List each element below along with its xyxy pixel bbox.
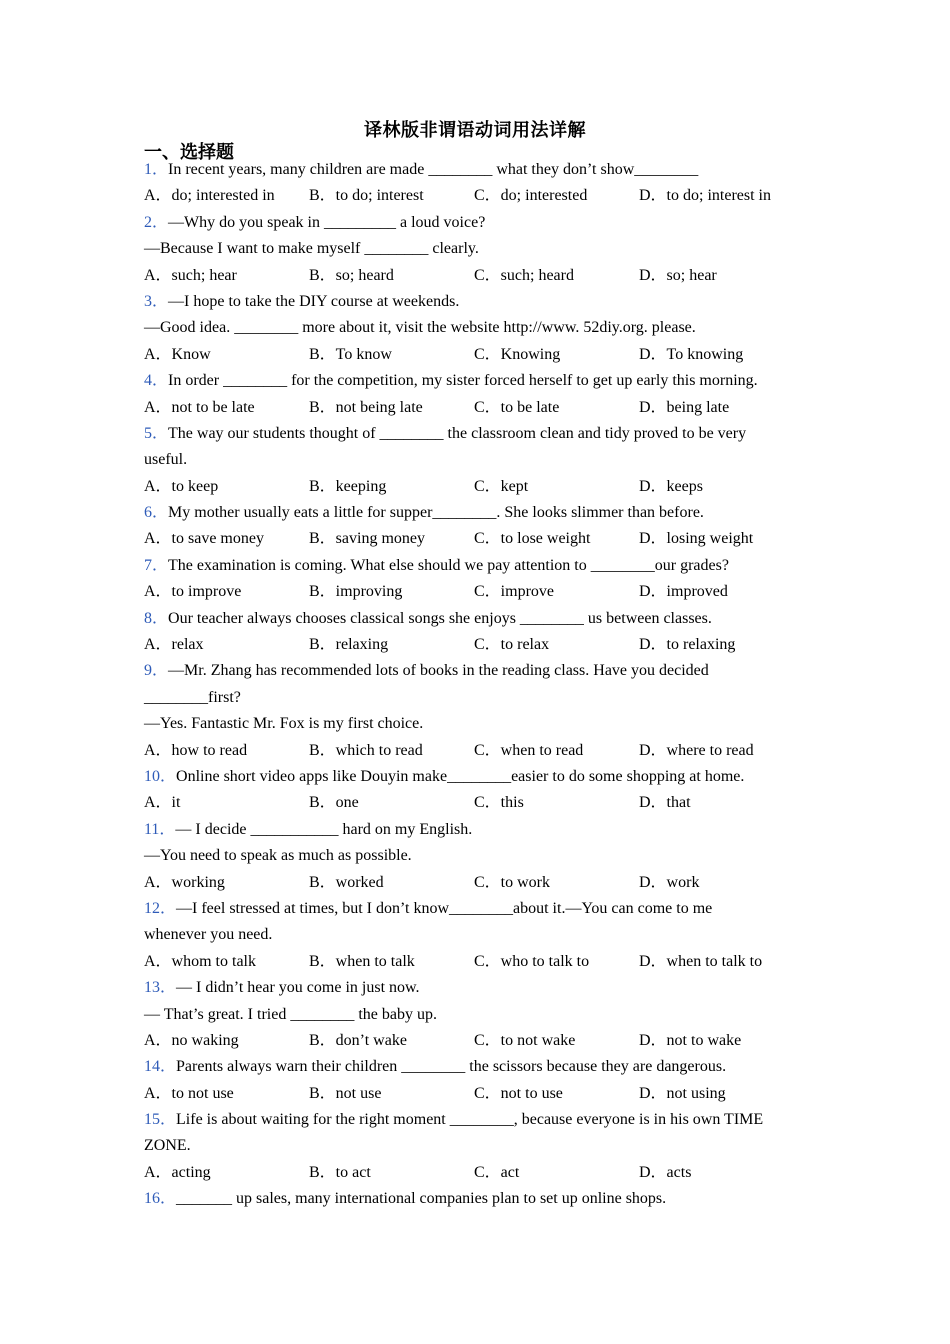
answer-option: B．one bbox=[309, 794, 359, 812]
answer-option: D．being late bbox=[639, 398, 730, 416]
answer-option: A．such; hear bbox=[144, 266, 237, 284]
question-line bbox=[144, 368, 804, 394]
answer-option: A．relax bbox=[144, 636, 204, 654]
answer-option: A．acting bbox=[144, 1163, 211, 1181]
question-text: Parents always warn their children ________ the scissors because they are dangerous. bbox=[176, 1058, 727, 1076]
question-text: My mother usually eats a little for supper________. She looks slimmer than before. bbox=[168, 504, 704, 522]
question-line bbox=[144, 553, 804, 579]
question-number: 13． bbox=[144, 979, 177, 997]
answer-option: D．where to read bbox=[639, 741, 754, 759]
answer-option: B．when to talk bbox=[309, 952, 415, 970]
question-text: —Why do you speak in _________ a loud voice? bbox=[168, 213, 486, 231]
answer-option: C．to not wake bbox=[474, 1031, 576, 1049]
question-line bbox=[144, 421, 804, 447]
answer-option: D．so; hear bbox=[639, 266, 717, 284]
answer-option: C．who to talk to bbox=[474, 952, 590, 970]
answer-option: A．to keep bbox=[144, 477, 219, 495]
question-text: Life is about waiting for the right moment ________, because everyone is in his own TIME bbox=[176, 1111, 764, 1129]
answer-option: A．to save money bbox=[144, 530, 264, 548]
question-text: _______ up sales, many international companies plan to set up online shops. bbox=[176, 1190, 667, 1208]
answer-option: C．when to read bbox=[474, 741, 584, 759]
question-text: —I feel stressed at times, but I don’t know________about it.—You can come to me bbox=[176, 899, 713, 917]
answer-option: D．to relaxing bbox=[639, 636, 736, 654]
question-text: —Yes. Fantastic Mr. Fox is my first choice. bbox=[144, 715, 424, 733]
question-text: —Because I want to make myself ________ clearly. bbox=[144, 240, 479, 258]
question-number: 1． bbox=[144, 161, 169, 178]
options-row bbox=[144, 579, 804, 605]
answer-option: C．Knowing bbox=[474, 345, 561, 363]
options-row bbox=[144, 1081, 804, 1107]
question-text: In recent years, many children are made ________ what they don’t show________ bbox=[168, 161, 699, 178]
question-text: — I didn’t hear you come in just now. bbox=[176, 979, 420, 997]
answer-option: A．working bbox=[144, 873, 225, 891]
answer-option: A．how to read bbox=[144, 741, 248, 759]
question-line bbox=[144, 817, 804, 843]
question-number: 15． bbox=[144, 1111, 177, 1129]
question-line bbox=[144, 210, 804, 236]
answer-option: A．it bbox=[144, 794, 181, 812]
answer-option: B．relaxing bbox=[309, 636, 389, 654]
question-number: 4． bbox=[144, 372, 169, 390]
question-text: ________first? bbox=[144, 688, 241, 706]
question-number: 7． bbox=[144, 556, 169, 574]
question-number: 5． bbox=[144, 424, 169, 442]
question-text: —Mr. Zhang has recommended lots of books in the reading class. Have you decided bbox=[168, 662, 709, 680]
answer-option: A．whom to talk bbox=[144, 952, 256, 970]
options-row bbox=[144, 949, 804, 975]
answer-option: C．to relax bbox=[474, 636, 550, 654]
options-row bbox=[144, 1028, 804, 1054]
question-text: Our teacher always chooses classical songs she enjoys ________ us between classes. bbox=[168, 609, 712, 627]
question-line bbox=[144, 685, 804, 711]
answer-option: D．that bbox=[639, 794, 691, 812]
answer-option: A．do; interested in bbox=[144, 187, 275, 205]
question-text: In order ________ for the competition, my sister forced herself to get up early this morning. bbox=[168, 372, 758, 390]
question-line bbox=[144, 236, 804, 262]
answer-option: D．losing weight bbox=[639, 530, 754, 548]
question-text: ZONE. bbox=[144, 1137, 191, 1155]
section-heading: 一、选择题 bbox=[144, 142, 234, 163]
question-line bbox=[144, 1133, 804, 1159]
question-text: —I hope to take the DIY course at weekends. bbox=[168, 292, 460, 310]
options-row bbox=[144, 790, 804, 816]
question-line bbox=[144, 447, 804, 473]
question-number: 6． bbox=[144, 504, 169, 522]
answer-option: A．to not use bbox=[144, 1084, 234, 1102]
answer-option: B．not being late bbox=[309, 398, 423, 416]
answer-option: B．to act bbox=[309, 1163, 371, 1181]
answer-option: D．not using bbox=[639, 1084, 726, 1102]
question-number: 3． bbox=[144, 292, 169, 310]
options-row bbox=[144, 342, 804, 368]
answer-option: D．not to wake bbox=[639, 1031, 742, 1049]
question-text: The way our students thought of ________ the classroom clean and tidy proved to be very bbox=[168, 424, 747, 442]
options-row bbox=[144, 474, 804, 500]
options-row bbox=[144, 395, 804, 421]
answer-option: C．kept bbox=[474, 477, 529, 495]
answer-option: B．keeping bbox=[309, 477, 387, 495]
answer-option: C．to lose weight bbox=[474, 530, 591, 548]
answer-option: B．so; heard bbox=[309, 266, 394, 284]
answer-option: C．act bbox=[474, 1163, 520, 1181]
question-text: — I decide ___________ hard on my English. bbox=[175, 820, 473, 838]
question-line bbox=[144, 843, 804, 869]
answer-option: B．not use bbox=[309, 1084, 382, 1102]
question-line bbox=[144, 922, 804, 948]
answer-option: A．no waking bbox=[144, 1031, 239, 1049]
answer-option: C．improve bbox=[474, 583, 554, 601]
question-line bbox=[144, 764, 804, 790]
question-text: — That’s great. I tried ________ the baby up. bbox=[144, 1005, 437, 1023]
answer-option: B．to do; interest bbox=[309, 187, 424, 205]
question-text: Online short video apps like Douyin make________easier to do some shopping at home. bbox=[176, 767, 745, 785]
options-row bbox=[144, 183, 804, 209]
question-number: 12． bbox=[144, 899, 177, 917]
options-row bbox=[144, 632, 804, 658]
question-line bbox=[144, 157, 804, 183]
question-line bbox=[144, 658, 804, 684]
answer-option: C．to work bbox=[474, 873, 551, 891]
answer-option: C．such; heard bbox=[474, 266, 574, 284]
question-line bbox=[144, 500, 804, 526]
question-line bbox=[144, 975, 804, 1001]
answer-option: B．saving money bbox=[309, 530, 425, 548]
answer-option: D．improved bbox=[639, 583, 728, 601]
options-row bbox=[144, 263, 804, 289]
answer-option: D．keeps bbox=[639, 477, 703, 495]
answer-option: A．to improve bbox=[144, 583, 242, 601]
question-text: —You need to speak as much as possible. bbox=[144, 847, 412, 865]
question-text: useful. bbox=[144, 451, 188, 469]
answer-option: C．to be late bbox=[474, 398, 560, 416]
answer-option: B．To know bbox=[309, 345, 392, 363]
answer-option: A．not to be late bbox=[144, 398, 255, 416]
answer-option: D．work bbox=[639, 873, 700, 891]
answer-option: C．do; interested bbox=[474, 187, 588, 205]
answer-option: B．improving bbox=[309, 583, 403, 601]
answer-option: B．worked bbox=[309, 873, 384, 891]
answer-option: A．Know bbox=[144, 345, 211, 363]
answer-option: D．to do; interest in bbox=[639, 187, 771, 205]
options-row bbox=[144, 526, 804, 552]
question-line bbox=[144, 896, 804, 922]
answer-option: B．which to read bbox=[309, 741, 423, 759]
question-line bbox=[144, 606, 804, 632]
answer-option: D．when to talk to bbox=[639, 952, 763, 970]
question-number: 10． bbox=[144, 767, 177, 785]
question-line bbox=[144, 1107, 804, 1133]
answer-option: B．don’t wake bbox=[309, 1031, 407, 1049]
answer-option: C．not to use bbox=[474, 1084, 563, 1102]
question-number: 8． bbox=[144, 609, 169, 627]
answer-option: C．this bbox=[474, 794, 524, 812]
question-number: 9． bbox=[144, 662, 169, 680]
question-text: —Good idea. ________ more about it, visit the website http://www. 52diy.org. please. bbox=[144, 319, 696, 337]
question-number: 2． bbox=[144, 213, 169, 231]
question-list bbox=[144, 157, 804, 1213]
question-line bbox=[144, 711, 804, 737]
question-line bbox=[144, 289, 804, 315]
options-row bbox=[144, 870, 804, 896]
options-row bbox=[144, 1160, 804, 1186]
question-text: whenever you need. bbox=[144, 926, 273, 944]
options-row bbox=[144, 738, 804, 764]
question-text: The examination is coming. What else should we pay attention to ________our grades? bbox=[168, 556, 729, 574]
question-line bbox=[144, 1002, 804, 1028]
question-number: 14． bbox=[144, 1058, 177, 1076]
question-number: 16． bbox=[144, 1190, 177, 1208]
answer-option: D．acts bbox=[639, 1163, 692, 1181]
question-line bbox=[144, 1186, 804, 1212]
page-title: 译林版非谓语动词用法详解 bbox=[364, 120, 586, 141]
question-line bbox=[144, 315, 804, 341]
question-number: 11． bbox=[144, 820, 176, 838]
question-line bbox=[144, 1054, 804, 1080]
answer-option: D．To knowing bbox=[639, 345, 744, 363]
